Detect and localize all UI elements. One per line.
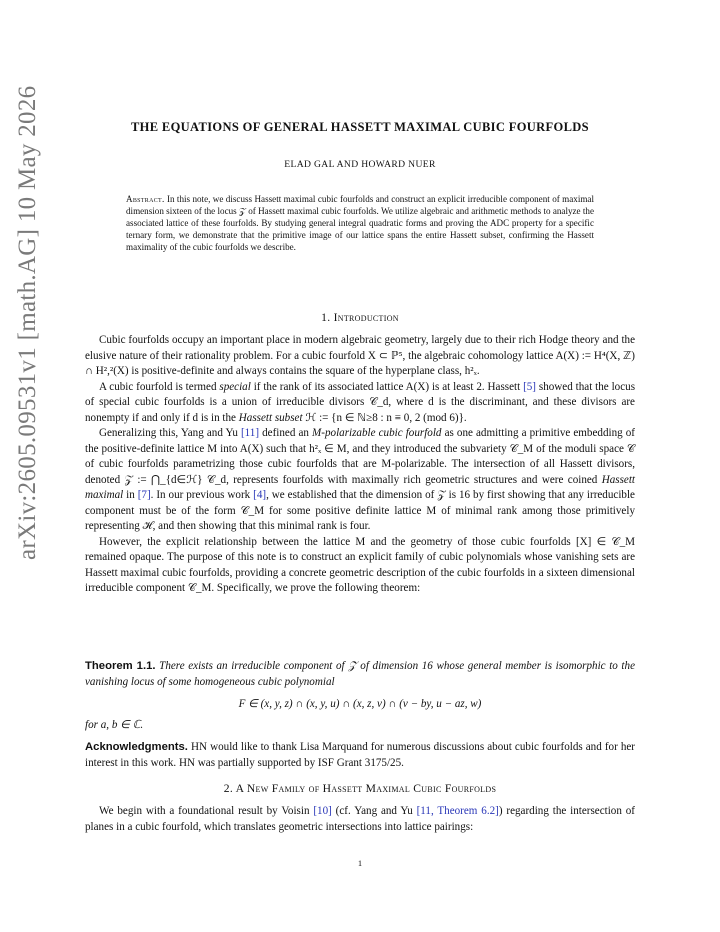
theorem-statement: There exists an irreducible component of 𝒵 of dimension 16 whose general member is isomorphic to the vanishing locus of some homogeneous cubic polynomial (85, 660, 635, 688)
abstract (126, 194, 594, 254)
citation-link[interactable]: [10] (313, 805, 332, 817)
theorem-display-equation: F ∈ (x, y, z) ∩ (x, y, u) ∩ (x, z, v) ∩ (v − by, u − az, w) (238, 698, 482, 710)
acknowledgments-text: HN would like to thank Lisa Marquand for numerous discussions about cubic fourfolds and for her interest in this work. HN was partially supported by ISF Grant 3175/25. (85, 741, 635, 769)
text-span: in (123, 489, 138, 501)
citation-link[interactable]: [11, Theorem 6.2] (416, 805, 499, 817)
paper-authors: ELAD GAL AND HOWARD NUER (284, 159, 436, 170)
intro-paragraph-4: However, the explicit relationship between the lattice M and the geometry of those cubic fourfolds [X] ∈ 𝒞_M remained opaque. The purpose of this note is to construct an explicit family of cubic polynomials whose vanishing sets are Hassett maximal cubic fourfolds, providing a concrete geometric description of the cubic fourfolds in a sixteen dimensional irreducible component 𝒞_M. Specifically, we prove the following theorem: (85, 535, 635, 594)
acknowledgments-label: Acknowledgments. (85, 741, 188, 753)
intro-paragraph-2 (85, 380, 635, 427)
intro-paragraph-1: Cubic fourfolds occupy an important place in modern algebraic geometry, largely due to their rich Hodge theory and the elusive nature of their rationality problem. For a cubic fourfold X ⊂ ℙ⁵, the algebraic cohomology lattice A(X) := H⁴(X, ℤ) ∩ H²,²(X) is positive-definite and always contains the square of the hyperplane class, h²ₓ. (85, 334, 635, 377)
section-1-body (85, 333, 635, 597)
theorem-1-1 (85, 659, 635, 690)
emphasis-m-polarizable: M-polarizable cubic fourfold (312, 427, 442, 439)
text-span: , we established that the dimension of 𝒵 is 16 by first showing that any irreducible component must be of the form 𝒞_M for some positive definite lattice M of minimal rank among those primitively representing ℋ, and then showing that this minimal rank is four. (85, 489, 635, 532)
section-2-paragraph-1 (85, 804, 635, 835)
section-2-heading: 2. A New Family of Hassett Maximal Cubic Fourfolds (223, 782, 497, 795)
text-span: defined an (259, 427, 313, 439)
theorem-label: Theorem 1.1. (85, 660, 156, 672)
intro-paragraph-3 (85, 426, 635, 535)
citation-link[interactable]: [4] (253, 489, 267, 501)
text-span: ℋ := {n ∈ ℕ≥8 : n ≡ 0, 2 (mod 6)}. (302, 411, 467, 424)
emphasis-hassett-subset: Hassett subset (238, 411, 303, 424)
text-span: . In our previous work (150, 489, 254, 501)
page-number: 1 (357, 858, 363, 868)
text-span: A cubic fourfold is termed (99, 380, 220, 393)
acknowledgments (85, 740, 635, 771)
section-1-heading: 1. Introduction (321, 311, 399, 324)
text-span: as one admitting a primitive embedding of the positive-definite lattice M into A(X) such that h²ₓ ∈ M, and they introduced the subvariety 𝒞_M of the moduli space 𝒞 of cubic fourfolds parametrizing those cubic fourfolds that are M-polarizable. The intersection of all Hassett divisors, denoted 𝒵 := ⋂_{d∈ℋ} 𝒞_d, represents fourfolds with maximally rich geometric structures and were coined (85, 427, 635, 486)
citation-link[interactable]: [11] (240, 427, 260, 439)
text-span: ) regarding the intersection of planes in a cubic fourfold, which translates geometric intersections into lattice pairings: (85, 805, 635, 833)
text-span: (cf. Yang and Yu (331, 805, 417, 817)
arxiv-identifier[interactable]: arXiv:2605.09531v1 [math.AG] 10 May 2026 (14, 85, 41, 560)
citation-link[interactable]: [7] (137, 489, 151, 501)
paper-title: THE EQUATIONS OF GENERAL HASSETT MAXIMAL CUBIC FOURFOLDS (131, 120, 589, 134)
theorem-for-ab: for a, b ∈ ℂ. (85, 719, 144, 731)
citation-link[interactable]: [5] (523, 380, 536, 393)
text-span: Generalizing this, Yang and Yu (99, 427, 241, 439)
text-span: We begin with a foundational result by Voisin (99, 805, 314, 817)
emphasis-hassett-maximal: Hassett maximal (85, 473, 635, 501)
text-span: if the rank of its associated lattice A(X) is at least 2. Hassett (250, 380, 524, 393)
emphasis-special: special (219, 380, 251, 393)
abstract-text: In this note, we discuss Hassett maximal cubic fourfolds and construct an explicit irreducible component of maximal dimension sixteen of the locus 𝒵 of Hassett maximal cubic fourfolds. We utilize algebraic and arithmetic methods to analyze the associated lattice of these fourfolds. By studying general integral quadratic forms and proving the ADC property for a specific ternary form, we demonstrate that the primitive image of our lattice spans the entire Hassett subset, confirming the Hassett maximality of the cubic fourfolds we describe. (126, 194, 594, 252)
text-span: showed that the locus of special cubic fourfolds is a union of irreducible divisors 𝒞_d, where d is the discriminant, and these divisors are nonempty if and only if d is in the (85, 380, 636, 424)
abstract-label: Abstract. (126, 194, 165, 204)
section-2-body (85, 804, 635, 835)
